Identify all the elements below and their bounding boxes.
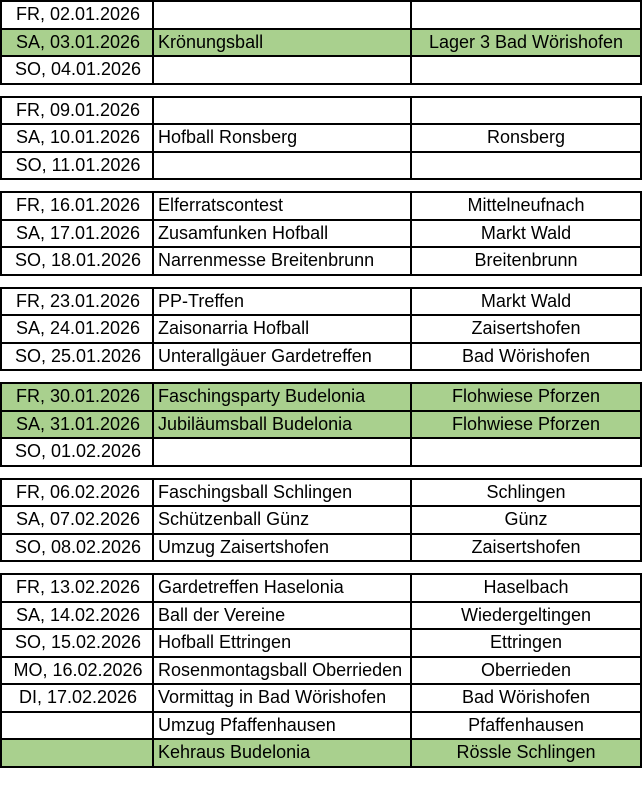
location-cell: Ettringen (410, 630, 642, 656)
date-cell: FR, 06.02.2026 (0, 480, 152, 506)
date-cell: SO, 08.02.2026 (0, 535, 152, 561)
location-cell: Bad Wörishofen (410, 685, 642, 711)
event-cell: Narrenmesse Breitenbrunn (152, 248, 410, 274)
event-cell: Umzug Zaisertshofen (152, 535, 410, 561)
event-cell: Zaisonarria Hofball (152, 316, 410, 342)
location-cell: Schlingen (410, 480, 642, 506)
event-cell: Ball der Vereine (152, 603, 410, 629)
table-row (0, 28, 642, 56)
table-row (0, 314, 642, 342)
date-cell: SA, 10.01.2026 (0, 125, 152, 151)
table-row (0, 123, 642, 151)
location-cell: Zaisertshofen (410, 316, 642, 342)
date-cell: SA, 03.01.2026 (0, 30, 152, 56)
date-cell: SA, 17.01.2026 (0, 221, 152, 247)
event-cell: PP-Treffen (152, 289, 410, 315)
table-row (0, 382, 642, 410)
table-row (0, 573, 642, 601)
event-cell (152, 2, 410, 28)
table-row (0, 151, 642, 181)
date-cell: SO, 04.01.2026 (0, 57, 152, 83)
location-cell (410, 439, 642, 465)
event-cell: Jubiläumsball Budelonia (152, 412, 410, 438)
location-cell: Mittelneufnach (410, 193, 642, 219)
table-row (0, 601, 642, 629)
location-cell: Pfaffenhausen (410, 713, 642, 739)
location-cell: Oberrieden (410, 658, 642, 684)
table-row (0, 711, 642, 739)
date-cell: SA, 31.01.2026 (0, 412, 152, 438)
event-cell: Unterallgäuer Gardetreffen (152, 344, 410, 370)
date-cell: FR, 23.01.2026 (0, 289, 152, 315)
location-cell (410, 153, 642, 179)
date-cell: FR, 13.02.2026 (0, 575, 152, 601)
location-cell (410, 2, 642, 28)
event-cell (152, 153, 410, 179)
event-cell: Faschingsparty Budelonia (152, 384, 410, 410)
table-row (0, 656, 642, 684)
table-row (0, 505, 642, 533)
location-cell (410, 98, 642, 124)
location-cell: Rössle Schlingen (410, 740, 642, 766)
location-cell: Flohwiese Pforzen (410, 384, 642, 410)
event-cell: Faschingsball Schlingen (152, 480, 410, 506)
location-cell: Ronsberg (410, 125, 642, 151)
date-cell: FR, 09.01.2026 (0, 98, 152, 124)
date-cell (0, 713, 152, 739)
location-cell (410, 57, 642, 83)
table-row (0, 628, 642, 656)
table-row (0, 478, 642, 506)
table-row (0, 342, 642, 372)
location-cell: Lager 3 Bad Wörishofen (410, 30, 642, 56)
date-cell: SO, 18.01.2026 (0, 248, 152, 274)
location-cell: Zaisertshofen (410, 535, 642, 561)
table-row (0, 246, 642, 276)
table-row (0, 219, 642, 247)
date-cell: FR, 02.01.2026 (0, 2, 152, 28)
table-row (0, 533, 642, 563)
date-cell: SO, 15.02.2026 (0, 630, 152, 656)
table-row (0, 191, 642, 219)
date-cell: DI, 17.02.2026 (0, 685, 152, 711)
location-cell: Markt Wald (410, 221, 642, 247)
table-row (0, 287, 642, 315)
date-cell: SA, 24.01.2026 (0, 316, 152, 342)
date-cell: SO, 01.02.2026 (0, 439, 152, 465)
location-cell: Wiedergeltingen (410, 603, 642, 629)
event-cell (152, 57, 410, 83)
date-cell: SA, 14.02.2026 (0, 603, 152, 629)
table-row (0, 437, 642, 467)
date-cell (0, 740, 152, 766)
date-cell: FR, 30.01.2026 (0, 384, 152, 410)
table-row (0, 96, 642, 124)
date-cell: MO, 16.02.2026 (0, 658, 152, 684)
date-cell: SO, 11.01.2026 (0, 153, 152, 179)
date-cell: SO, 25.01.2026 (0, 344, 152, 370)
location-cell: Haselbach (410, 575, 642, 601)
event-cell: Gardetreffen Haselonia (152, 575, 410, 601)
location-cell: Günz (410, 507, 642, 533)
table-row (0, 738, 642, 768)
event-cell: Hofball Ronsberg (152, 125, 410, 151)
event-cell: Umzug Pfaffenhausen (152, 713, 410, 739)
location-cell: Breitenbrunn (410, 248, 642, 274)
table-row (0, 410, 642, 438)
table-row (0, 55, 642, 85)
location-cell: Bad Wörishofen (410, 344, 642, 370)
event-cell: Rosenmontagsball Oberrieden (152, 658, 410, 684)
event-cell: Krönungsball (152, 30, 410, 56)
event-cell (152, 98, 410, 124)
event-cell: Elferratscontest (152, 193, 410, 219)
event-cell: Vormittag in Bad Wörishofen (152, 685, 410, 711)
table-row (0, 0, 642, 28)
event-cell: Zusamfunken Hofball (152, 221, 410, 247)
table-row (0, 683, 642, 711)
location-cell: Markt Wald (410, 289, 642, 315)
date-cell: SA, 07.02.2026 (0, 507, 152, 533)
event-cell: Kehraus Budelonia (152, 740, 410, 766)
date-cell: FR, 16.01.2026 (0, 193, 152, 219)
event-cell: Hofball Ettringen (152, 630, 410, 656)
event-cell: Schützenball Günz (152, 507, 410, 533)
location-cell: Flohwiese Pforzen (410, 412, 642, 438)
event-cell (152, 439, 410, 465)
